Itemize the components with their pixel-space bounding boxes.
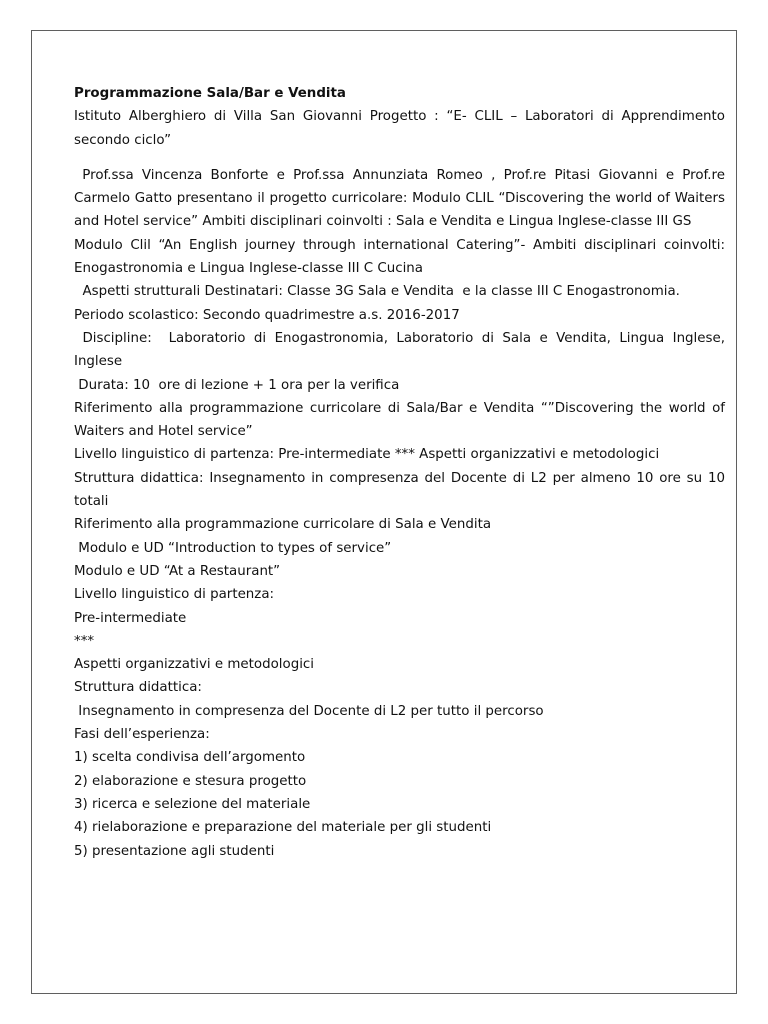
document-body: [74, 82, 730, 863]
document-page: [31, 30, 737, 994]
paragraph-module-intro: Modulo e UD “Introduction to types of service”: [74, 540, 392, 556]
paragraph-language-level: Livello linguistico di partenza: Pre-intermediate *** Aspetti organizzativi e metodologici: [74, 447, 660, 463]
document-intro: Istituto Alberghiero di Villa San Giovanni Progetto : “E- CLIL – Laboratori di Apprendimento secondo ciclo”: [74, 109, 725, 148]
paragraph-spacer: [74, 152, 725, 164]
paragraph-clil-module: Modulo Clil “An English journey through international Catering”- Ambiti disciplinari coinvolti: Enogastronomia e Lingua Inglese-classe III C Cucina: [74, 237, 725, 277]
paragraph-curricular-reference: Riferimento alla programmazione curricolare di Sala/Bar e Vendita “”Discovering the world of Waiters and Hotel service”: [74, 400, 725, 440]
list-item-phase-3: 3) ricerca e selezione del materiale: [74, 796, 311, 812]
list-item-phase-1: 1) scelta condivisa dell’argomento: [74, 750, 306, 766]
paragraph-separator: ***: [74, 633, 95, 649]
paragraph-teaching-structure: Struttura didattica: Insegnamento in compresenza del Docente di L2 per almeno 10 ore su 10 totali: [74, 470, 725, 510]
list-item-phase-5: 5) presentazione agli studenti: [74, 843, 275, 859]
paragraph-co-teaching: Insegnamento in compresenza del Docente di L2 per tutto il percorso: [74, 703, 544, 719]
paragraph-recipients: Aspetti strutturali Destinatari: Classe 3G Sala e Vendita e la classe III C Enogastronomia.: [74, 284, 680, 300]
paragraph-presenters: Prof.ssa Vincenza Bonforte e Prof.ssa Annunziata Romeo , Prof.re Pitasi Giovanni e Prof.re Carmelo Gatto presentano il progetto curricolare: Modulo CLIL “Discovering the world of Waiters and Hotel service” Ambiti disciplinari coinvolti : Sala e Vendita e Lingua Inglese-classe III GS: [74, 167, 730, 230]
paragraph-disciplines: Discipline: Laboratorio di Enogastronomia, Laboratorio di Sala e Vendita, Lingua Inglese, Inglese: [74, 330, 730, 370]
paragraph-period: Periodo scolastico: Secondo quadrimestre a.s. 2016-2017: [74, 307, 460, 323]
list-item-phase-4: 4) rielaborazione e preparazione del materiale per gli studenti: [74, 820, 492, 836]
paragraph-curricular-reference-sala: Riferimento alla programmazione curricolare di Sala e Vendita: [74, 517, 492, 533]
paragraph-starting-level-value: Pre-intermediate: [74, 610, 187, 626]
document-title: Programmazione Sala/Bar e Vendita: [74, 86, 346, 101]
paragraph-starting-level-label: Livello linguistico di partenza:: [74, 587, 275, 603]
paragraph-module-restaurant: Modulo e UD “At a Restaurant”: [74, 563, 281, 579]
paragraph-phases-label: Fasi dell’esperienza:: [74, 727, 210, 743]
list-item-phase-2: 2) elaborazione e stesura progetto: [74, 773, 307, 789]
paragraph-structure-label: Struttura didattica:: [74, 680, 202, 696]
paragraph-organizational-aspects: Aspetti organizzativi e metodologici: [74, 657, 314, 673]
paragraph-duration: Durata: 10 ore di lezione + 1 ora per la verifica: [74, 377, 400, 393]
